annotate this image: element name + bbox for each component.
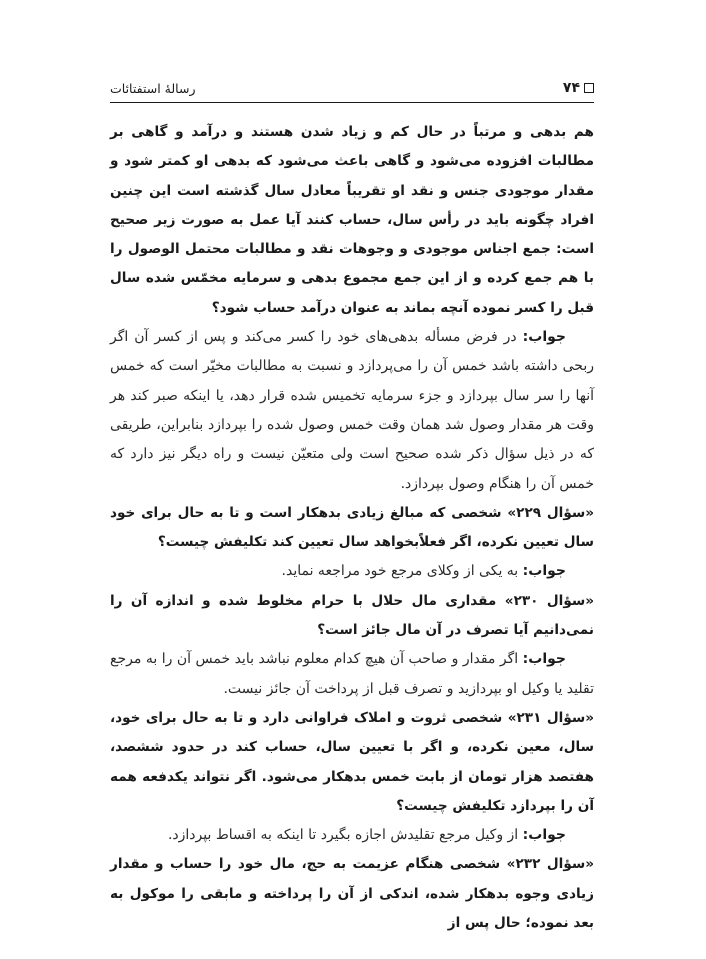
square-bullet-icon	[584, 83, 594, 93]
page-header	[110, 78, 594, 98]
question-text: شخصی هنگام عزیمت به حج، مال خود را حساب و مقدار زیادی وجوه بدهکار شده، اندکی از آن را پرداخته و مابقی را موکول به بعد نموده؛ حال پس از	[110, 856, 594, 932]
answer-text: اگر مقدار و صاحب آن هیچ کدام معلوم نباشد باید خمس آن را به مرجع تقلید یا وکیل او بپردازید و تصرف قبل از پرداخت آن جائز نیست.	[110, 651, 594, 697]
body-text	[110, 118, 594, 938]
answer-paragraph	[110, 323, 594, 499]
page-number-marker	[563, 80, 594, 96]
question-text: هم بدهی و مرتباً در حال کم و زیاد شدن هستند و درآمد و گاهی بر مطالبات افزوده می‌شود و گاهی باعث می‌شود که بدهی او کمتر شود و مقدار موجودی جنس و نقد او تقریباً معادل سال گذشته است این چنین افراد چگونه باید در رأس سال، حساب کنند آیا عمل به صورت زیر صحیح است: جمع اجناس موجودی و وجوهات نقد و مطالبات محتمل الوصول را با هم جمع کرده و از این جمع مجموع بدهی و سرمایه مخمّس شده سال قبل را کسر نموده آنچه بماند به عنوان درآمد حساب شود؟	[110, 124, 594, 316]
answer-label: جواب:	[522, 827, 566, 844]
answer-text: از وکیل مرجع تقلیدش اجازه بگیرد تا اینکه به اقساط بپردازد.	[167, 827, 523, 844]
answer-text: در فرض مسأله بدهی‌های خود را کسر می‌کند و پس از کسر آن اگر ربحی داشته باشد خمس آن را می‌پردازد و نسبت به مطالبات مخیّر است که خمس آنها را سر سال بپردازد و جزء سرمایه تخمیس شده قرار دهد، یا اینکه صبر کند هر وقت هر مقدار وصول شد همان وقت خمس وصول شده را بپردازد بنابراین، طریقی که در ذیل سؤال ذکر شده صحیح است ولی متعیّن نیست و راه دیگر نیز دارد که خمس آن را هنگام وصول بپردازد.	[110, 329, 594, 492]
question-text: شخصی که مبالغ زیادی بدهکار است و تا به حال برای خود سال تعیین نکرده، اگر فعلاًبخواهد سال تعیین کند تکلیفش چیست؟	[110, 504, 594, 551]
question-text: شخصی ثروت و املاک فراوانی دارد و تا به حال برای خود، سال، معین نکرده، و اگر با تعیین سال، حساب کند در حدود ششصد، هفتصد هزار تومان از بابت خمس بدهکار می‌شود. اگر نتواند یکدفعه همه آن را بپردازد تکلیفش چیست؟	[110, 709, 594, 814]
answer-label: جواب:	[522, 651, 566, 668]
question-text: مقداری مال حلال با حرام مخلوط شده و اندازه آن را نمی‌دانیم آیا تصرف در آن مال جائز است؟	[110, 592, 594, 639]
answer-paragraph	[110, 645, 594, 704]
question-continuation	[110, 118, 594, 323]
question-number: «سؤال ۲۲۹»	[507, 504, 595, 521]
question-paragraph	[110, 587, 594, 646]
answer-text: به یکی از وکلای مرجع خود مراجعه نماید.	[281, 563, 523, 580]
question-number: «سؤال ۲۳۲»	[506, 856, 594, 873]
question-number: «سؤال ۲۳۱»	[507, 709, 594, 726]
page-number: ۷۴	[562, 80, 580, 96]
answer-label: جواب:	[522, 563, 566, 580]
question-paragraph	[110, 704, 594, 821]
answer-label: جواب:	[522, 329, 566, 346]
question-paragraph	[110, 499, 594, 558]
question-number: «سؤال ۲۳۰»	[504, 592, 595, 609]
book-title: رسالۀ استفتائات	[110, 81, 196, 96]
answer-paragraph	[110, 557, 594, 586]
header-divider	[110, 102, 594, 103]
answer-paragraph	[110, 821, 594, 850]
question-paragraph	[110, 850, 594, 938]
